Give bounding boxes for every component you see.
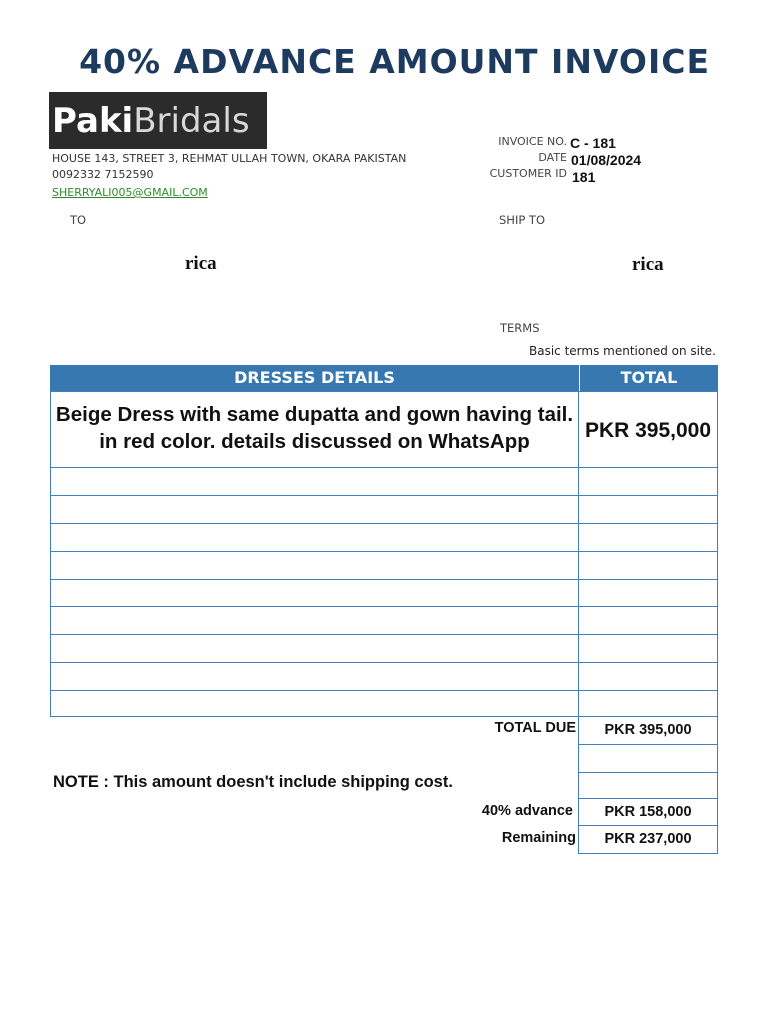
table-row-description: Beige Dress with same dupatta and gown having tail. in red color. details discussed on WhatsApp (50, 391, 579, 468)
total-due-label: TOTAL DUE (494, 720, 576, 736)
invoice-title: 40% ADVANCE AMOUNT INVOICE (79, 42, 710, 81)
logo-text-light: Bridals (133, 101, 250, 141)
empty-row-right (578, 523, 718, 552)
invoice-no-value: C - 181 (570, 135, 616, 151)
empty-row-left (50, 551, 579, 580)
company-phone: 0092332 7152590 (52, 168, 154, 181)
ship-to-label: SHIP TO (499, 213, 546, 227)
to-name: rica (185, 253, 217, 274)
empty-summary-cell (578, 744, 718, 773)
terms-label: TERMS (500, 321, 540, 335)
empty-row-left (50, 495, 579, 524)
date-value: 01/08/2024 (571, 152, 642, 168)
empty-row-right (578, 690, 718, 717)
empty-row-right (578, 495, 718, 524)
empty-row-left (50, 467, 579, 496)
empty-row-left (50, 579, 579, 607)
table-header-total: TOTAL (580, 365, 718, 391)
advance-value: PKR 158,000 (578, 798, 718, 826)
empty-row-right (578, 606, 718, 635)
empty-row-left (50, 523, 579, 552)
empty-row-left (50, 634, 579, 663)
empty-row-left (50, 690, 579, 717)
date-label: DATE (538, 151, 567, 164)
empty-row-right (578, 579, 718, 607)
logo-text-bold: Paki (52, 101, 134, 141)
remaining-value: PKR 237,000 (578, 825, 718, 854)
invoice-no-label: INVOICE NO. (498, 135, 567, 148)
logo-text (52, 99, 250, 143)
terms-text: Basic terms mentioned on site. (529, 344, 716, 358)
empty-row-right (578, 467, 718, 496)
customer-id-label: CUSTOMER ID (489, 167, 567, 180)
empty-row-left (50, 606, 579, 635)
company-address: HOUSE 143, STREET 3, REHMAT ULLAH TOWN, OKARA PAKISTAN (52, 152, 407, 165)
ship-to-name: rica (632, 254, 664, 275)
total-due-value: PKR 395,000 (578, 716, 718, 745)
empty-row-right (578, 662, 718, 691)
company-email[interactable]: SHERRYALI005@GMAIL.COM (52, 186, 208, 199)
empty-row-right (578, 634, 718, 663)
table-row-amount: PKR 395,000 (578, 391, 718, 468)
shipping-note: NOTE : This amount doesn't include shipping cost. (53, 773, 453, 791)
empty-row-left (50, 662, 579, 691)
table-header-details: DRESSES DETAILS (50, 365, 579, 391)
to-label: TO (70, 213, 87, 227)
remaining-label: Remaining (501, 830, 576, 846)
advance-label: 40% advance (481, 803, 573, 819)
empty-row-right (578, 551, 718, 580)
customer-id-value: 181 (572, 169, 596, 185)
empty-summary-cell (578, 772, 718, 799)
